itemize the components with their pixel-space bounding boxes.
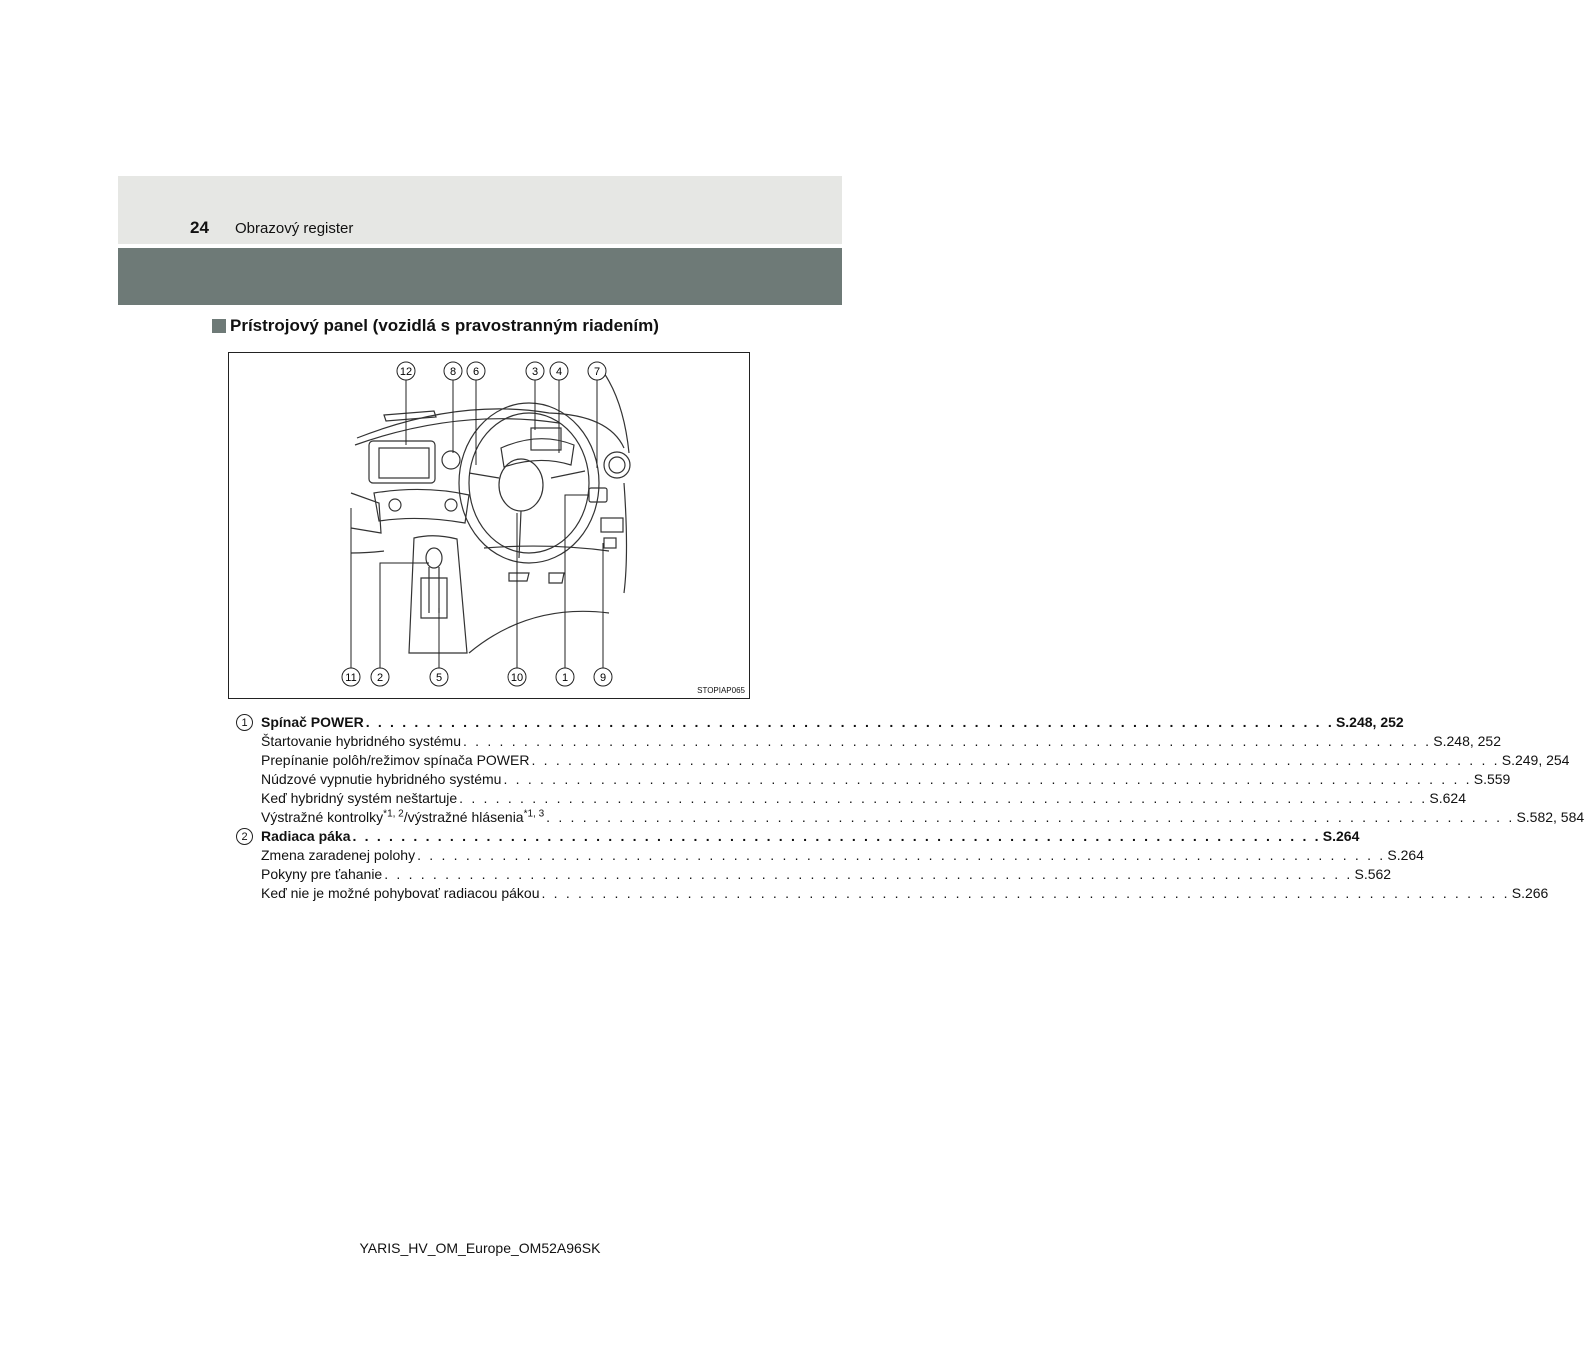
page-title: Obrazový register: [235, 220, 354, 237]
right-air-vent: [604, 452, 630, 478]
brake-pedal: [509, 573, 529, 581]
climate-knob-left: [389, 499, 401, 511]
dot-leader: . . . . . . . . . . . . . . . . . . . . . . . . . . . . . . . . . . . . . . . . . . . . . . . . . . . . . . . . . . . . . . . . . . . . . . . . . . . . . . . .: [503, 771, 1472, 787]
entry-sub-line: [261, 732, 1501, 750]
leader-2: [380, 563, 429, 668]
page-reference: S.559: [1473, 771, 1511, 787]
entry-number-badge: 1: [236, 714, 253, 731]
entry-label: [261, 808, 544, 826]
entry-heading-line: [261, 827, 1360, 845]
dashboard-illustration: [229, 353, 749, 698]
entry-sub-line: [261, 884, 1549, 902]
header-band: [118, 176, 842, 244]
shift-lever: [429, 567, 439, 613]
page-reference: S.248, 252: [1433, 733, 1501, 749]
callout-label-4: 4: [555, 366, 563, 378]
section-heading: [212, 316, 659, 336]
floor-line: [469, 611, 609, 653]
callout-label-6: 6: [472, 366, 480, 378]
callout-label-9: 9: [599, 672, 607, 684]
right-door-edge: [624, 483, 627, 593]
page-number: 24: [190, 218, 209, 237]
entry-label: Keď hybridný systém neštartuje: [261, 790, 458, 806]
page-reference: S.266: [1511, 885, 1549, 901]
entry-heading-line: [261, 713, 1404, 731]
steering-spokes: [469, 471, 585, 558]
entry-label: Núdzové vypnutie hybridného systému: [261, 771, 502, 787]
entry-label: Radiaca páka: [261, 828, 351, 844]
page-reference: S.248, 252: [1335, 714, 1404, 730]
dot-leader: . . . . . . . . . . . . . . . . . . . . . . . . . . . . . . . . . . . . . . . . . . . . . . . . . . . . . . . . . . . . . . . . . . . . . . . . . . . . . . . .: [463, 733, 1432, 749]
callout-group: [342, 362, 612, 686]
hood-release: [604, 538, 616, 548]
section-heading-text: Prístrojový panel (vozidlá s pravostranným riadením): [230, 316, 659, 335]
climate-panel: [374, 489, 469, 523]
dot-leader: . . . . . . . . . . . . . . . . . . . . . . . . . . . . . . . . . . . . . . . . . . . . . . . . . . . . . . . . . . . . . . . . . . . . . . . . . . . . . . . .: [352, 828, 1321, 844]
entry-label-part: Výstražné kontrolky: [261, 809, 384, 825]
dot-leader: . . . . . . . . . . . . . . . . . . . . . . . . . . . . . . . . . . . . . . . . . . . . . . . . . . . . . . . . . . . . . . . . . . . . . . . . . . . . . . . .: [365, 714, 1334, 730]
entry-label: Zmena zaradenej polohy: [261, 847, 416, 863]
callout-label-1: 1: [561, 672, 569, 684]
dot-leader: . . . . . . . . . . . . . . . . . . . . . . . . . . . . . . . . . . . . . . . . . . . . . . . . . . . . . . . . . . . . . . . . . . . . . . . . . . . . . . . .: [546, 809, 1515, 825]
right-air-vent-inner: [609, 457, 625, 473]
lower-right-switches: [601, 518, 623, 532]
callout-label-10: 10: [510, 672, 524, 684]
dot-leader: . . . . . . . . . . . . . . . . . . . . . . . . . . . . . . . . . . . . . . . . . . . . . . . . . . . . . . . . . . . . . . . . . . . . . . . . . . . . . . . .: [459, 790, 1428, 806]
entry-label: Štartovanie hybridného systému: [261, 733, 461, 749]
dot-leader: . . . . . . . . . . . . . . . . . . . . . . . . . . . . . . . . . . . . . . . . . . . . . . . . . . . . . . . . . . . . . . . . . . . . . . . . . . . . . . . .: [531, 752, 1500, 768]
entry-label: Pokyny pre ťahanie: [261, 866, 383, 882]
entry-sub-line: [261, 865, 1392, 883]
callout-label-3: 3: [531, 366, 539, 378]
page-reference: S.624: [1429, 790, 1466, 806]
entry-number-badge: 2: [236, 828, 253, 845]
shift-gate: [421, 578, 447, 618]
steering-wheel-outer: [459, 403, 599, 563]
footnote-marker: *1, 2: [383, 808, 404, 820]
page-reference: S.562: [1354, 866, 1392, 882]
entry-label: Prepínanie polôh/režimov spínača POWER: [261, 752, 530, 768]
dot-leader: . . . . . . . . . . . . . . . . . . . . . . . . . . . . . . . . . . . . . . . . . . . . . . . . . . . . . . . . . . . . . . . . . . . . . . . . . . . . . . . .: [417, 847, 1386, 863]
callout-label-8: 8: [449, 366, 457, 378]
a-pillar: [604, 373, 629, 453]
callout-label-7: 7: [593, 366, 601, 378]
dot-leader: . . . . . . . . . . . . . . . . . . . . . . . . . . . . . . . . . . . . . . . . . . . . . . . . . . . . . . . . . . . . . . . . . . . . . . . . . . . . . . . .: [384, 866, 1353, 882]
lower-trim-left: [351, 551, 384, 553]
callout-label-11: 11: [345, 672, 357, 684]
steering-wheel-inner: [469, 413, 589, 553]
dashboard-figure: [228, 352, 750, 699]
document-footer: YARIS_HV_OM_Europe_OM52A96SK: [359, 1240, 601, 1256]
callout-label-5: 5: [435, 672, 443, 684]
page-reference: S.249, 254: [1501, 752, 1570, 768]
entry-sub-line: [261, 751, 1570, 769]
leader-1: [565, 495, 589, 668]
accelerator-pedal: [549, 573, 564, 583]
footnote-marker: *1, 3: [523, 808, 545, 820]
meter-cluster: [501, 439, 574, 467]
entry-label-part: /výstražné hlásenia: [403, 809, 524, 825]
entry-sub-line: [261, 846, 1424, 864]
square-bullet-icon: [212, 319, 226, 333]
entry-label: Spínač POWER: [261, 714, 364, 730]
center-console: [409, 536, 467, 653]
climate-knob-right: [445, 499, 457, 511]
entry-label: Keď nie je možné pohybovať radiacou pákou: [261, 885, 540, 901]
entry-sub-line: [261, 808, 1584, 826]
side-air-vent: [351, 493, 381, 533]
page-reference: S.264: [1387, 847, 1424, 863]
entry-sub-line: [261, 789, 1466, 807]
callout-label-12: 12: [399, 366, 413, 378]
callout-label-2: 2: [376, 672, 384, 684]
hazard-switch: [442, 451, 460, 469]
dot-leader: . . . . . . . . . . . . . . . . . . . . . . . . . . . . . . . . . . . . . . . . . . . . . . . . . . . . . . . . . . . . . . . . . . . . . . . . . . . . . . . .: [541, 885, 1510, 901]
shift-knob: [426, 548, 442, 568]
page-reference: S.582, 584: [1516, 809, 1584, 825]
page-reference: S.264: [1322, 828, 1360, 844]
entry-sub-line: [261, 770, 1511, 788]
multimedia-display: [379, 448, 429, 478]
chapter-bar: [118, 248, 842, 305]
figure-code: STOPIAP065: [697, 686, 745, 695]
